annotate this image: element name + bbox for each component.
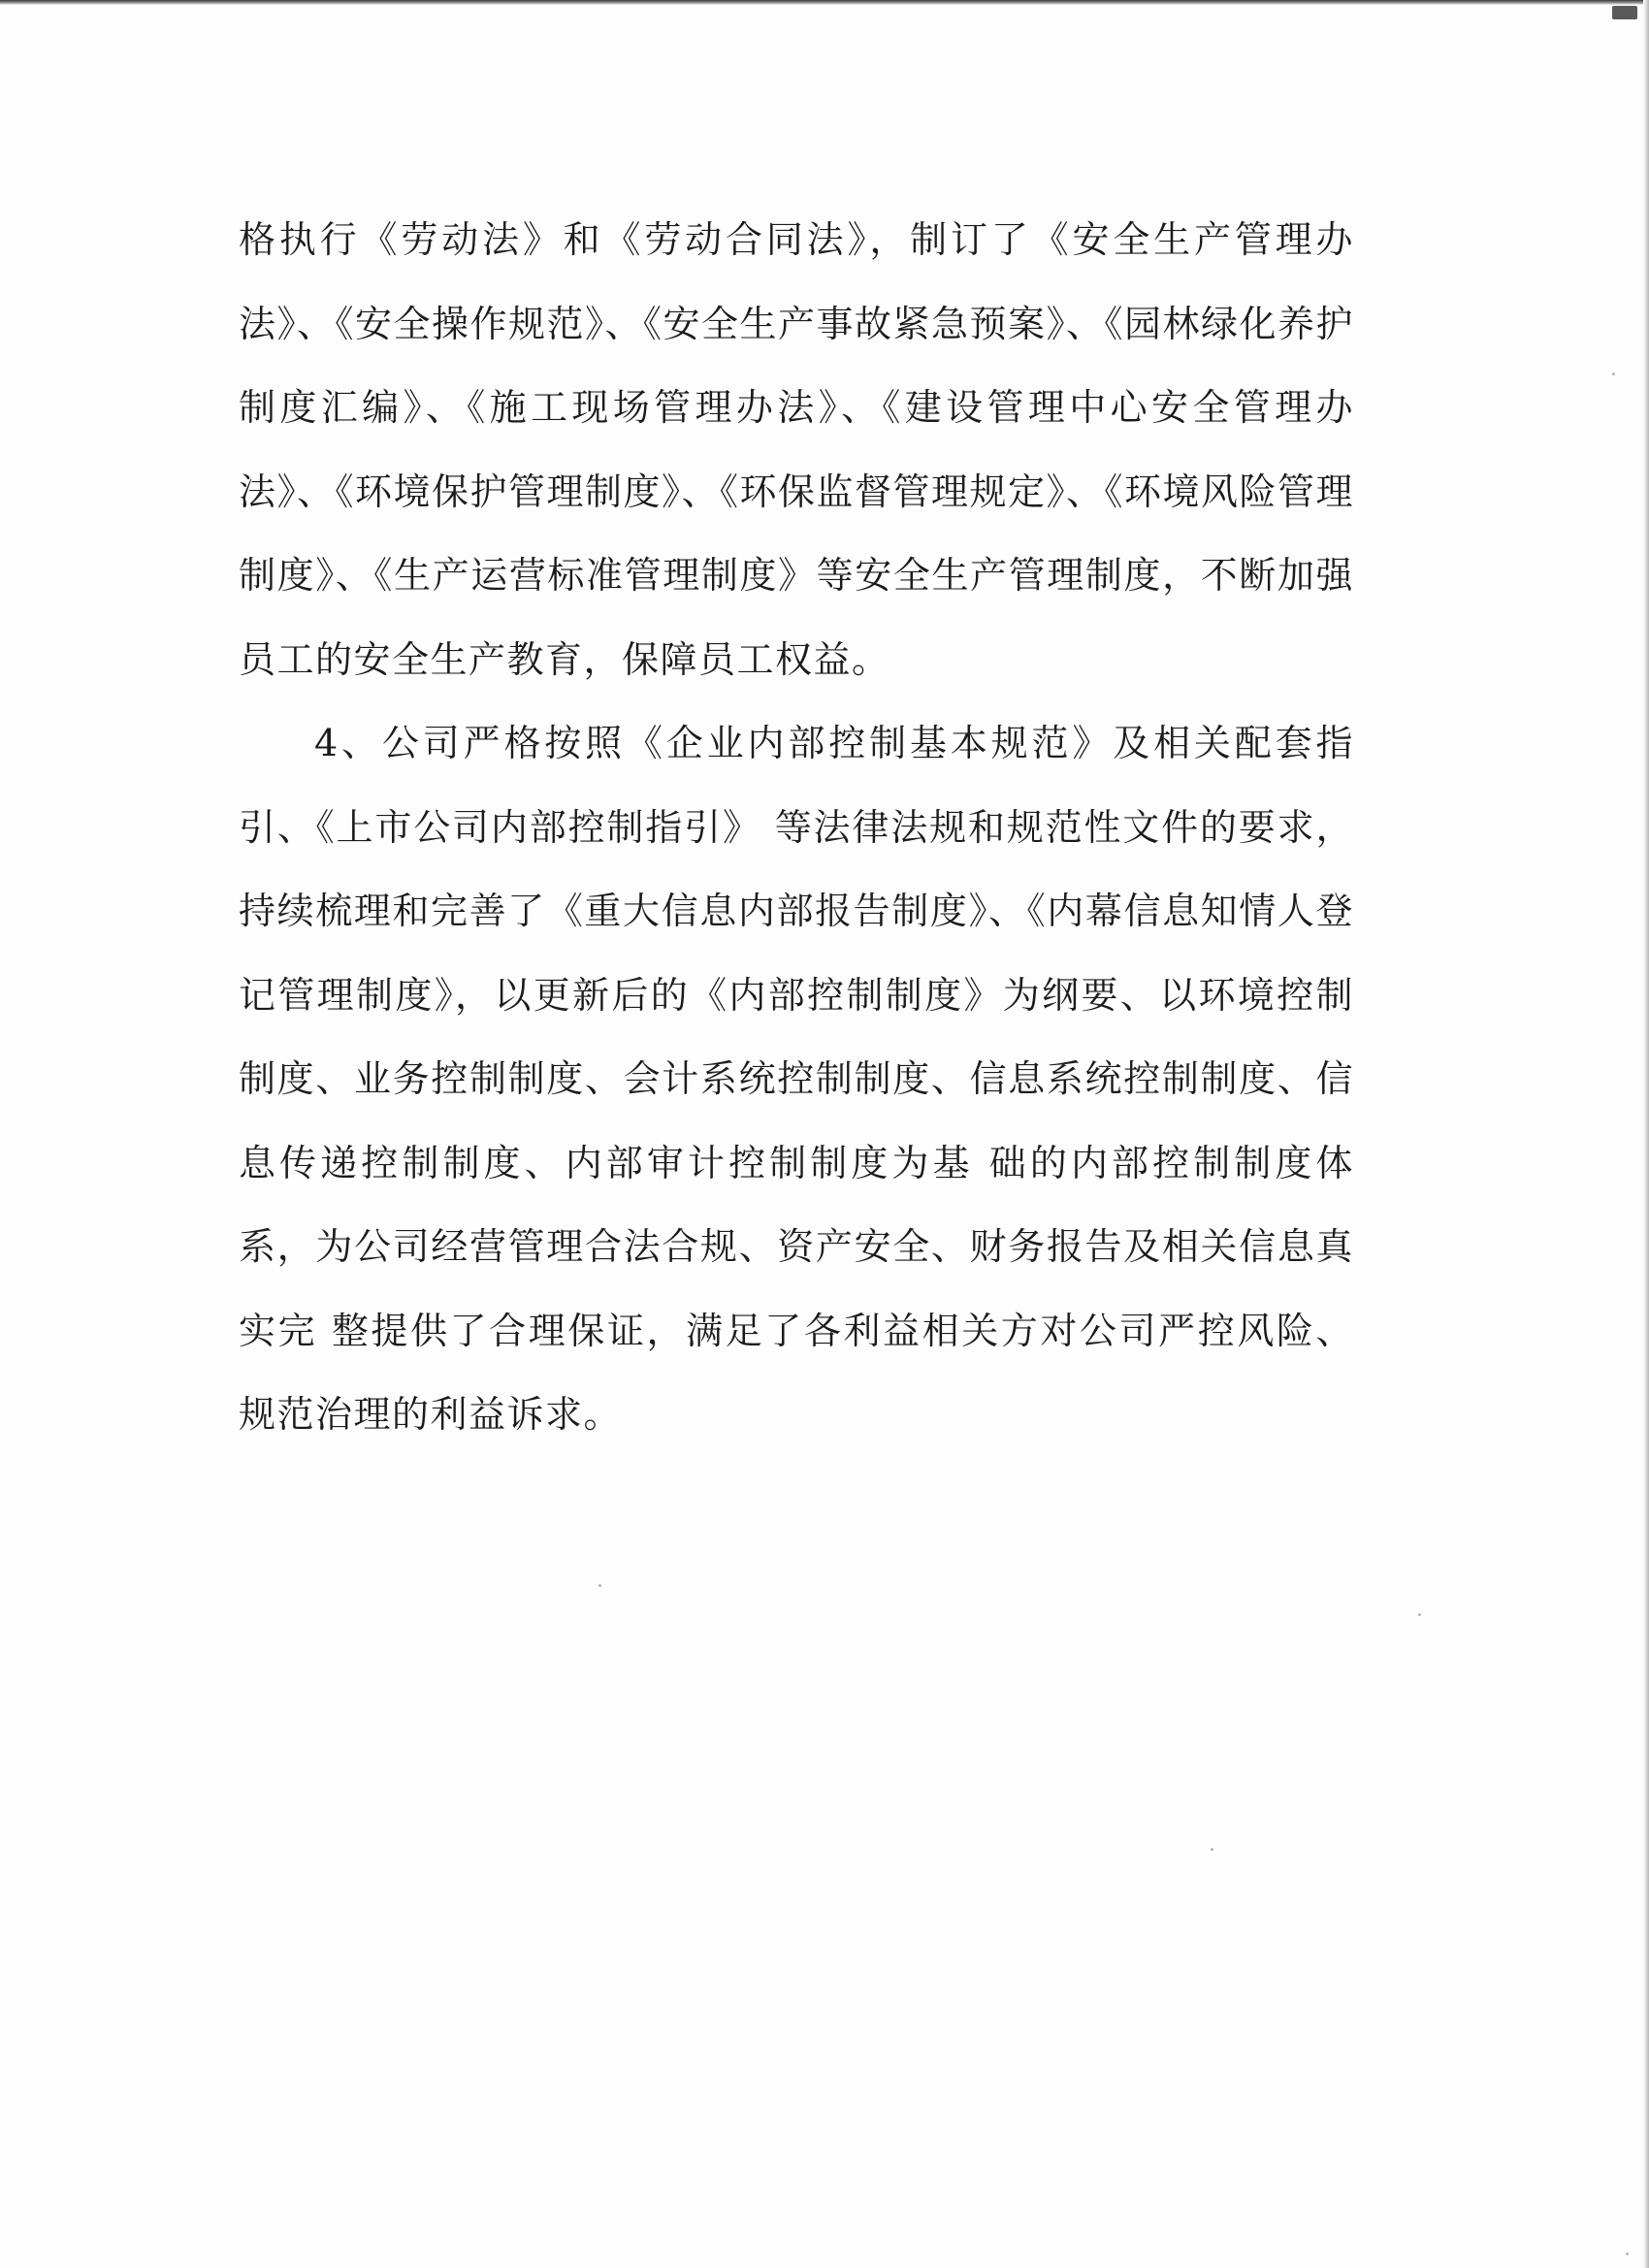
scan-corner-mark bbox=[1612, 6, 1637, 19]
paragraph-labor-safety: 格执行《劳动法》和《劳动合同法》，制订了《安全生产管理办法》、《安全操作规范》、《安全生产事故紧急预案》、《园林绿化养护制度汇编》、《施工现场管理办法》、《建设管理中心安全管理办法》、《环境保护管理制度》、《环保监督管理规定》、《环境风险管理制度》、《生产运营标准管理制度》等安全生产管理制度，不断加强员工的安全生产教育，保障员工权益。 bbox=[239, 218, 1355, 681]
scan-speck bbox=[1626, 2252, 1629, 2255]
scan-speck bbox=[598, 1584, 601, 1587]
scan-top-edge bbox=[0, 0, 1649, 5]
document-body bbox=[239, 198, 1354, 1457]
scan-speck bbox=[1418, 1613, 1421, 1616]
scan-right-edge bbox=[1643, 0, 1649, 2268]
paragraph-internal-control: 4、公司严格按照《企业内部控制基本规范》及相关配套指引、《上市公司内部控制指引》 等法律法规和规范性文件的要求，持续梳理和完善了《重大信息内部报告制度》、《内幕信息知情人登记管理制度》，以更新后的《内部控制制度》为纲要、以环境控制制度、业务控制制度、会计系统控制制度、信息系统控制制度、信息传递控制制度、内部审计控制制度为基 础的内部控制制度体系，为公司经营管理合法合规、资产安全、财务报告及相关信息真实完 整提供了合理保证，满足了各利益相关方对公司严控风险、规范治理的利益诉求。 bbox=[239, 722, 1354, 1436]
scan-speck bbox=[1612, 373, 1615, 375]
scan-speck bbox=[1211, 1848, 1213, 1851]
